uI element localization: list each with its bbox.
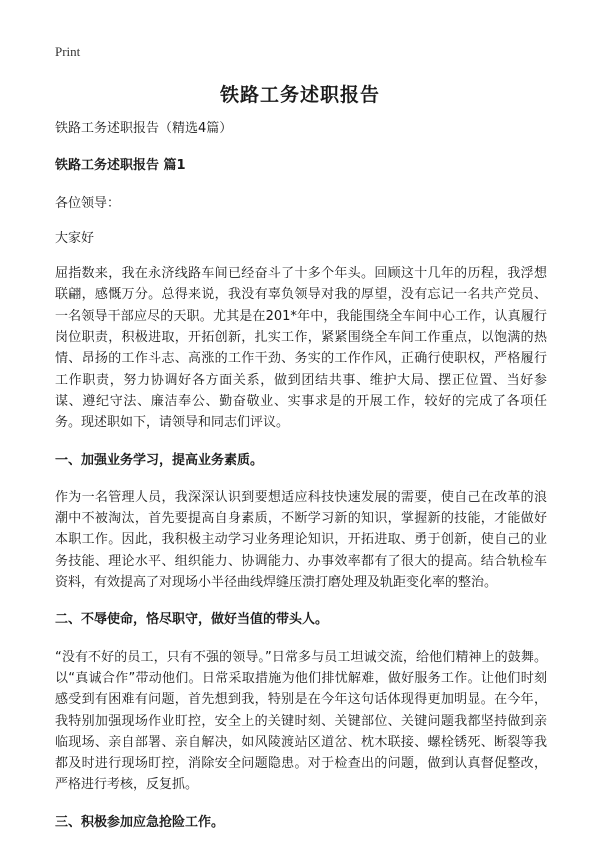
paragraph-intro: 屈指数来，我在永济线路车间已经奋斗了十多个年头。回顾这十几年的历程，我浮想联翩，感慨万分。总得来说，我没有辜负领导对我的厚望，没有忘记一名共产党员、一名领导干部应尽的天职。尤其是在201*年中，我能围绕全车间中心工作，认真履行岗位职责，积极进取，开拓创新，扎实工作，紧紧围绕全车间工作重点，以饱满的热情、昂扬的工作斗志、高涨的工作干劲、务实的工作作风，正确行使职权，严格履行工作职责，努力协调好各方面关系，做到团结共事、维护大局、摆正位置、当好参谋、遵纪守法、廉洁奉公、勤奋敬业、实事求是的开展工作，较好的完成了各项任务。现述职如下，请领导和同志们评议。 bbox=[55, 266, 547, 431]
greeting-2: 大家好 bbox=[55, 230, 95, 246]
document-body bbox=[55, 118, 547, 849]
document-title: 铁路工务述职报告 bbox=[219, 84, 380, 106]
greeting: 各位领导： bbox=[55, 195, 121, 211]
heading-1: 一、加强业务学习，提高业务素质。 bbox=[55, 452, 264, 468]
document-subtitle: 铁路工务述职报告（精选4篇） bbox=[55, 121, 233, 136]
paragraph-1: 作为一名管理人员，我深深认识到要想适应科技快速发展的需要，使自己在改革的浪潮中不被淘汰，首先要提高自身素质，不断学习新的知识，掌握新的技能，才能做好本职工作。因此，我积极主动学习业务理论知识，开拓进取、勇于创新，使自己的业务技能、理论水平、组织能力、协调能力、办事效率都有了很大的提高。结合轨检车资料，有效提高了对现场小半径曲线焊缝压溃打磨处理及轨距变化率的整治。 bbox=[55, 489, 547, 591]
paragraph-2: “没有不好的员工，只有不强的领导。”日常多与员工坦诚交流，给他们精神上的鼓舞。以“真诚合作”带动他们。日常采取措施为他们排忧解难，做好服务工作。让他们时刻感受到有困难有问题，首先想到我，特别是在今年这句话体现得更加明显。在今年，我特别加强现场作业盯控，安全上的关键时刻、关键部位、关键问题我都坚持做到亲临现场、亲自部署、亲自解决，如风陵渡站区道岔、枕木联接、螺栓锈死、断裂等我都及时进行现场盯控，消除安全问题隐患。对于检查出的问题，做到认真督促整改，严格进行考核，反复抓。 bbox=[55, 649, 547, 793]
print-label[interactable]: Print bbox=[55, 44, 81, 59]
heading-2: 二、不辱使命，恪尽职守，做好当值的带头人。 bbox=[55, 612, 329, 628]
section-title: 铁路工务述职报告 篇1 bbox=[55, 158, 186, 174]
heading-3: 三、积极参加应急抢险工作。 bbox=[55, 814, 225, 830]
